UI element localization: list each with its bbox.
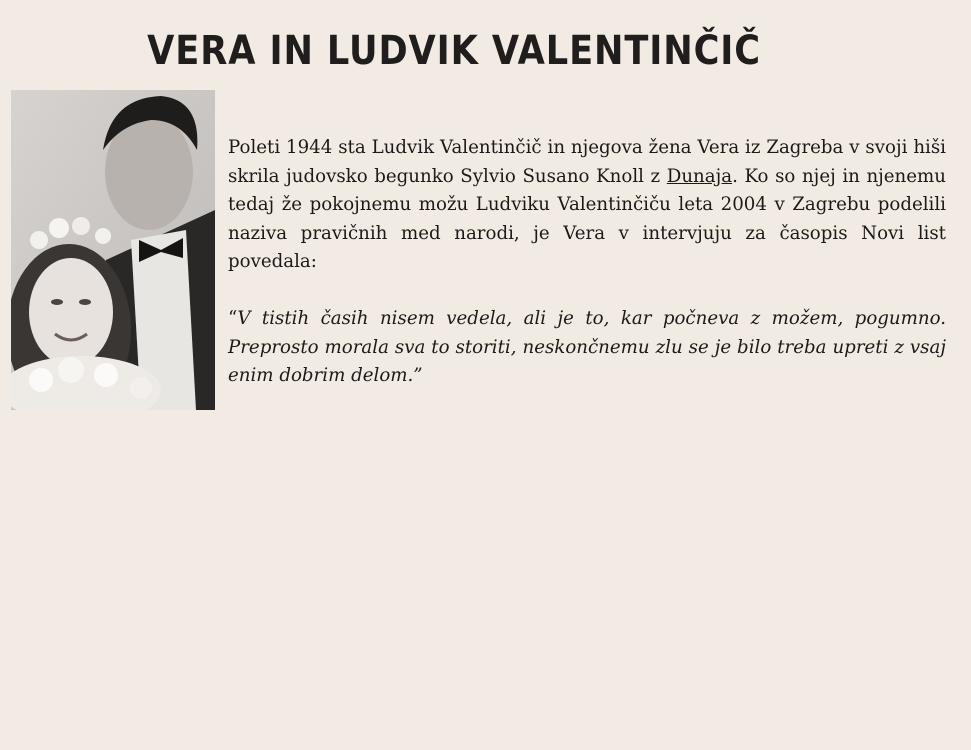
- page-title: VERA IN LUDVIK VALENTINČIČ: [147, 28, 761, 74]
- quote-close-mark: ”: [413, 365, 423, 387]
- intro-text-after-link: . Ko so njej in njenemu tedaj že pokojnemu možu Ludviku Valentinčiču leta 2004 v Zagrebu podelili naziva pravičnih med narodi, je Vera v intervjuju za časopis Novi list povedala:: [228, 165, 946, 273]
- wedding-portrait-photo: [11, 90, 215, 410]
- intro-paragraph: [228, 134, 946, 277]
- quote-open-mark: “: [228, 307, 238, 329]
- dunaja-link[interactable]: Dunaja: [666, 165, 733, 187]
- quote-paragraph: [228, 305, 946, 391]
- quote-text: V tistih časih nisem vedela, ali je to, kar počneva z možem, pogumno. Preprosto morala sva to storiti, neskončnemu zlu se je bilo treba upreti z vsaj enim dobrim delom.: [228, 307, 946, 387]
- intro-text-before-link: Poleti 1944 sta Ludvik Valentinčič in njegova žena Vera iz Zagreba v svoji hiši skrila judovsko begunko Sylvio Susano Knoll z: [228, 137, 946, 187]
- article-text: [228, 134, 946, 391]
